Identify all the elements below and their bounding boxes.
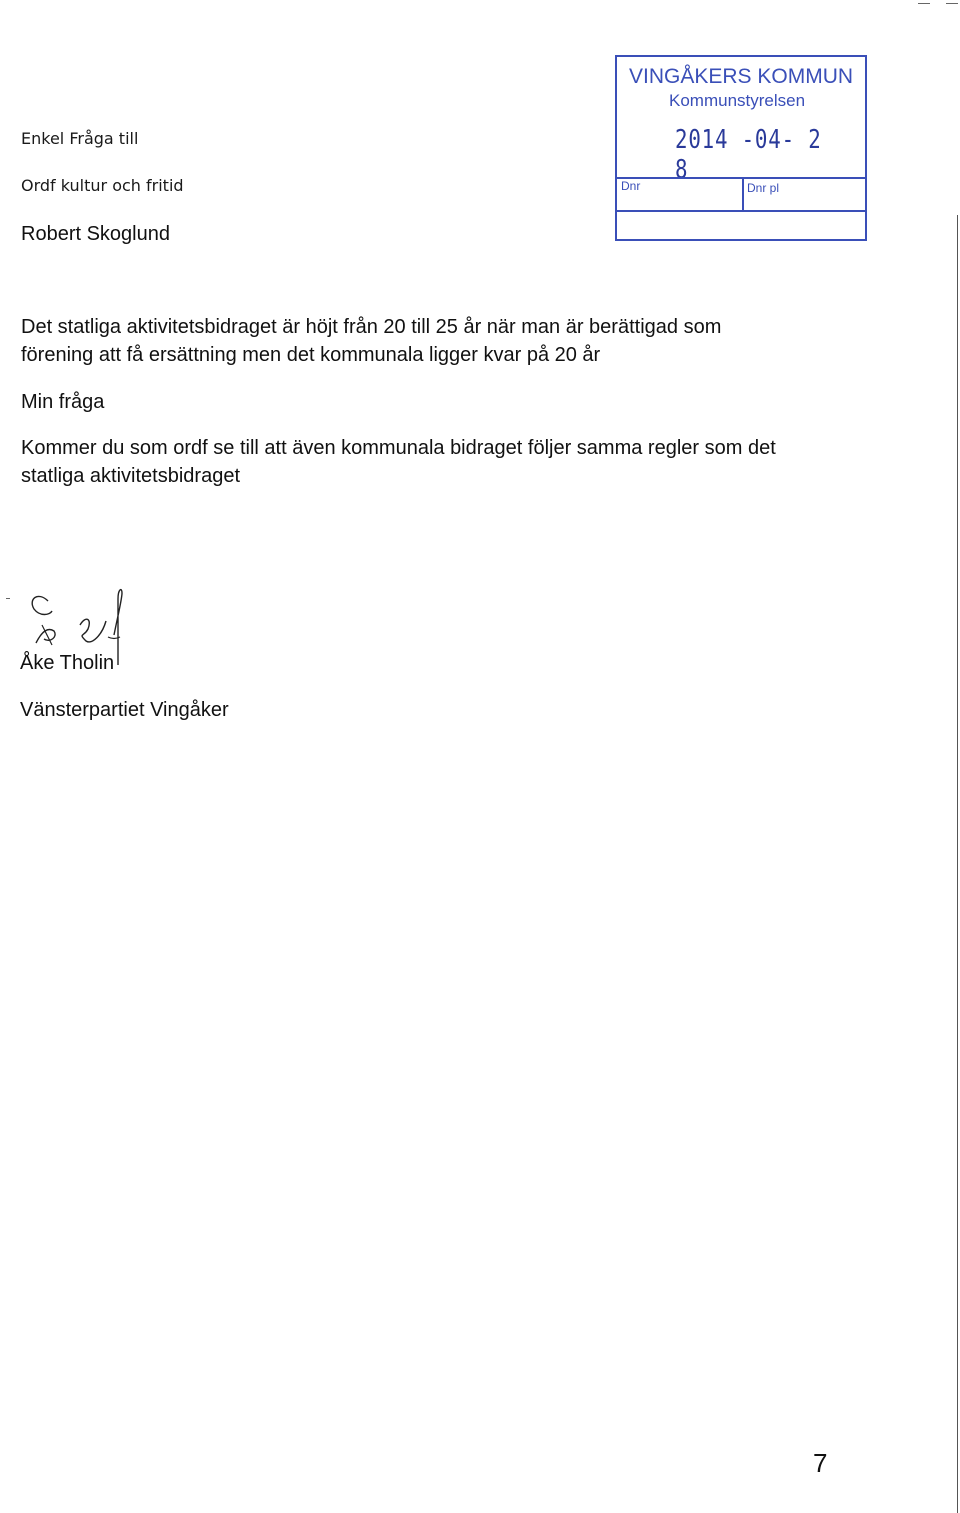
sender-name: Åke Tholin [20,652,115,674]
scan-mark [946,3,958,4]
scan-edge-line [957,215,958,1513]
paragraph-1-line-1: Det statliga aktivitetsbidraget är höjt från 20 till 25 år när man är berättigad som [21,316,722,338]
sender-party: Vänsterpartiet Vingåker [20,699,229,721]
page-number: 7 [813,1448,828,1478]
stamp-department: Kommunstyrelsen [669,91,806,110]
header-line-2: Ordf kultur och fritid [21,176,184,195]
question-heading: Min fråga [21,391,105,413]
stamp-field-dnr-pl: Dnr pl [747,181,780,195]
stamp-date: 2014 -04- 2 8 [675,125,822,185]
stamp-field-dnr: Dnr [621,179,641,193]
stamp-divider [617,210,865,212]
question-line-2: statliga aktivitetsbidraget [21,465,241,487]
question-line-1: Kommer du som ordf se till att även kommunala bidraget följer samma regler som det [21,437,776,459]
scan-mark [6,598,10,599]
stamp-divider [617,177,865,179]
paragraph-1-line-2: förening att få ersättning men det kommunala ligger kvar på 20 år [21,344,601,366]
registration-stamp [615,55,867,241]
stamp-divider [742,177,744,210]
scan-mark [918,3,930,4]
recipient-name: Robert Skoglund [21,223,170,245]
stamp-organization: VINGÅKERS KOMMUN [629,65,854,88]
header-line-1: Enkel Fråga till [21,129,139,148]
